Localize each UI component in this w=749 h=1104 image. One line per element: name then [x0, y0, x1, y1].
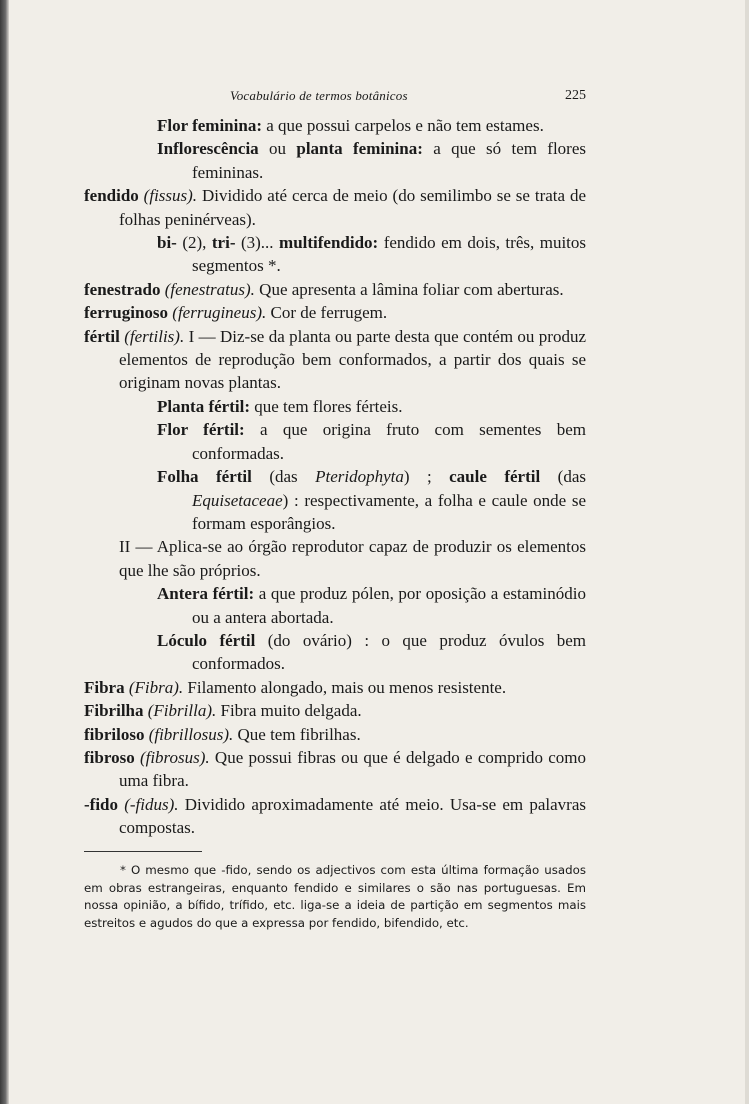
footnote-rule	[84, 851, 202, 852]
entry-connector: (das	[540, 467, 586, 487]
entry-fertil-ii	[84, 535, 586, 582]
entry-flor-fertil	[84, 418, 586, 465]
page-right-edge	[745, 0, 749, 1104]
entry-term: Antera fértil:	[157, 584, 255, 604]
entry-antera-fertil	[84, 582, 586, 629]
entry-term: Planta fértil:	[157, 396, 250, 416]
entry-connector: (2),	[176, 233, 212, 253]
entry-latin: (fertilis).	[119, 326, 185, 346]
entry-term: Folha fértil	[157, 467, 252, 487]
entry-definition: a que só tem flores femininas.	[192, 139, 587, 182]
running-title: Vocabulário de termos botânicos	[230, 88, 408, 103]
entry-term: Fibra	[84, 677, 125, 697]
entry-latin: Pteridophyta	[315, 467, 404, 487]
footnote-text: * O mesmo que -fido, sendo os adjectivos com esta última formação usados em obras estrangeiras, enquanto fendido e similares o são nas portuguesas. Em nossa opinião, a bífido, trífido, etc. liga-se a ideia de partição em segmentos mais estreitos e agudos do que a expressa por fendido, bifendido, etc.	[84, 863, 586, 930]
entry-fertil	[84, 325, 586, 395]
entry-latin: (fibrosus).	[134, 747, 210, 767]
entry-definition: que tem flores férteis.	[250, 396, 403, 416]
entry-latin: (-fidus).	[118, 794, 179, 814]
entry-definition: fendido em dois, três, muitos segmentos *.	[192, 233, 586, 276]
entry-planta-fertil	[84, 395, 586, 418]
entry-definition: Que apresenta a lâmina foliar com aberturas.	[254, 279, 564, 299]
entry-connector: ou	[258, 139, 297, 159]
entry-prefix: bi-	[157, 233, 177, 253]
entry-latin: Equisetaceae	[192, 490, 283, 510]
entry-latin: (Fibrilla).	[143, 701, 217, 721]
entry-multifendido	[84, 231, 586, 278]
entry-definition: Dividido até cerca de meio (do semilimbo se se trata de folhas peninérveas).	[119, 186, 586, 229]
entry-definition: Fibra muito delgada.	[216, 701, 362, 721]
entry-definition: Dividido aproximadamente até meio. Usa-se em palavras compostas.	[119, 794, 586, 838]
page-binding-edge	[0, 0, 9, 1104]
entry-term: fenestrado	[84, 279, 161, 299]
entry-ferruginoso	[84, 301, 586, 324]
entry-term: fendido	[84, 186, 139, 206]
entry-term: Lóculo fértil	[157, 630, 256, 650]
entry-latin: (fissus).	[138, 186, 198, 206]
entry-fibrilha	[84, 699, 586, 722]
entry-term: fibriloso	[84, 724, 145, 744]
entry-connector: ) ;	[403, 467, 450, 487]
entry-fendido	[84, 184, 586, 231]
entry-latin: (Fibra).	[124, 677, 184, 697]
entry-connector: (3)...	[235, 233, 280, 253]
entry-definition: (do ovário) : o que produz óvulos bem conformados.	[192, 630, 586, 674]
entry-term: multifendido:	[279, 233, 379, 253]
entry-fibriloso	[84, 723, 586, 746]
entry-inflorescencia	[84, 137, 586, 184]
entry-definition: Filamento alongado, mais ou menos resistente.	[183, 677, 507, 697]
entry-fenestrado	[84, 278, 586, 301]
entry-definition: ) : respectivamente, a folha e caule onde se formam esporângios.	[192, 490, 586, 533]
entry-definition: II — Aplica-se ao órgão reprodutor capaz de produzir os elementos que lhe são próprios.	[119, 537, 586, 580]
entry-fibra	[84, 676, 586, 699]
entry-prefix: tri-	[211, 233, 236, 253]
entry-fido	[84, 793, 586, 840]
entry-term: -fido	[84, 794, 118, 814]
entry-fibroso	[84, 746, 586, 793]
entry-definition: a que origina fruto com sementes bem conformadas.	[192, 420, 587, 463]
entry-definition: Que tem fibrilhas.	[233, 724, 361, 744]
footnote	[84, 862, 586, 932]
page-header	[84, 88, 586, 108]
entry-term: Flor fértil:	[157, 420, 245, 440]
entry-definition: a que produz pólen, por oposição a estaminódio ou a antera abortada.	[192, 584, 586, 627]
page-number: 225	[565, 88, 586, 103]
entry-term: fértil	[84, 326, 120, 346]
entry-term: Fibrilha	[84, 701, 144, 721]
entry-term: Flor feminina:	[157, 116, 262, 135]
entry-term: Inflorescência	[157, 139, 259, 159]
entry-term: ferruginoso	[84, 303, 169, 323]
entry-term: caule fértil	[449, 467, 541, 487]
entry-definition: I — Diz-se da planta ou parte desta que contém ou produz elementos de reprodução bem conformados, a partir dos quais se originam novas plantas.	[119, 326, 586, 393]
entry-folha-fertil	[84, 465, 586, 535]
entry-connector: (das	[251, 467, 316, 487]
entry-latin: (fibrillosus).	[144, 724, 234, 744]
glossary-body	[84, 114, 586, 840]
entry-definition: a que possui carpelos e não tem estames.	[261, 116, 544, 135]
entry-definition: Cor de ferrugem.	[266, 303, 388, 323]
entry-loculo-fertil	[84, 629, 586, 676]
entry-definition: Que possui fibras ou que é delgado e comprido como uma fibra.	[119, 747, 586, 791]
entry-latin: (ferrugineus).	[168, 303, 267, 323]
entry-term: planta feminina:	[296, 139, 423, 159]
entry-latin: (fenestratus).	[160, 279, 255, 299]
entry-term: fibroso	[84, 747, 135, 767]
entry-flor-feminina	[84, 114, 586, 137]
